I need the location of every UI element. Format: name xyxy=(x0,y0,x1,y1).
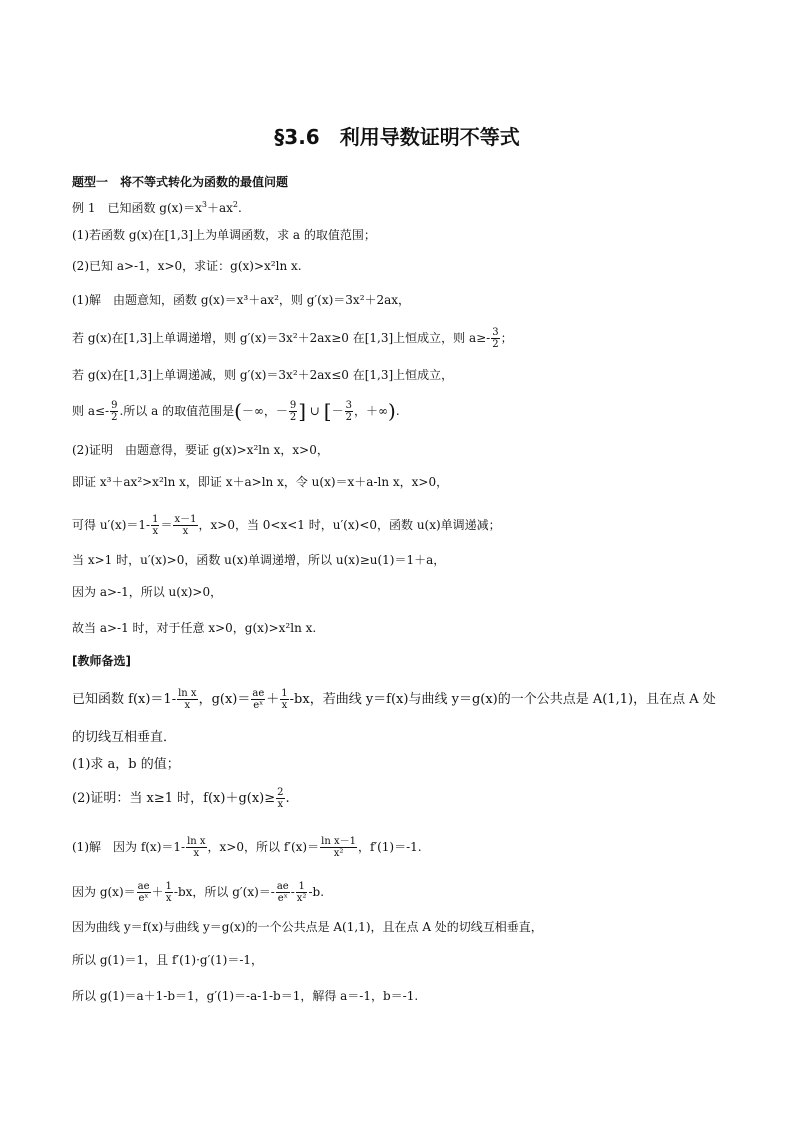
solution-line: (2)证明 由题意得，要证 g(x)>x²ln x，x>0， xyxy=(72,443,329,457)
teacher-solution-line: 所以 g(1)＝a＋1-b＝1，g′(1)＝-a-1-b＝1，解得 a＝-1，b＝-1. xyxy=(72,989,419,1003)
teacher-question-1: (1)求 a，b 的值； xyxy=(72,757,180,772)
fraction: $\frac{1}{x}$ xyxy=(165,881,172,904)
teacher-solution-line: 所以 g(1)＝1，且 f′(1)·g′(1)＝-1， xyxy=(72,953,264,967)
fraction: $\frac{\text{ln x－1}}{\text{x²}}$ xyxy=(321,836,356,859)
teacher-solution-line: (1)解 因为 f(x)＝1- $\frac{\text{ln x}}{x}$ ，x>0，所以 f′(x)＝ $\frac{\text{ln x－1}}{\text{x²}}$ ，f′(1)＝-1. xyxy=(72,836,422,859)
solution-line: 则 a≤- $\frac{9}{2}$ .所以 a 的取值范围是(－∞，－ $\frac{9}{2}$ ] ∪ [－ $\frac{3}{2}$ ，＋∞). xyxy=(72,399,400,423)
teacher-solution-line: 因为 g(x)＝ $\frac{ae}{\text{eˣ}}$ ＋ $\frac{1}{x}$ -bx，所以 g′(x)＝- $\frac{ae}{\text{eˣ}}$ - $\frac{1}{\text{x²}}$ -b. xyxy=(72,881,325,904)
solution-line: 因为 a>-1，所以 u(x)>0， xyxy=(72,585,223,599)
fraction: $\frac{\text{ln x}}{x}$ xyxy=(178,688,197,711)
fraction: $\frac{ae}{\text{eˣ}}$ xyxy=(137,881,150,904)
fraction: $\frac{ae}{\text{eˣ}}$ xyxy=(252,688,265,711)
example-1-statement: 例 1 已知函数 $g(x)=x^3+ax^2$. xyxy=(72,200,242,215)
fraction: $\frac{2}{x}$ xyxy=(277,787,284,810)
fraction: $\frac{3}{2}$ xyxy=(492,327,499,350)
solution-line: 即证 x³＋ax²>x²ln x，即证 x＋a>ln x，令 u(x)＝x＋a-ln x，x>0， xyxy=(72,475,449,489)
solution-line: 故当 a>-1 时，对于任意 x>0，g(x)>x²ln x. xyxy=(72,621,317,635)
fraction: $\frac{1}{x}$ xyxy=(152,514,159,537)
fraction: $\frac{3}{2}$ xyxy=(345,400,352,423)
solution-line: 若 g(x)在[1,3]上单调递减，则 g′(x)＝3x²＋2ax≤0 在[1,3]上恒成立， xyxy=(72,368,454,382)
teacher-note-label: [教师备选] xyxy=(72,654,131,668)
section-heading: 题型一 将不等式转化为函数的最值问题 xyxy=(72,175,289,189)
fraction: $\frac{\text{ln x}}{x}$ xyxy=(187,836,206,859)
fraction: $\frac{9}{2}$ xyxy=(111,400,118,423)
teacher-problem-line: 的切线互相垂直． xyxy=(72,730,177,745)
example-1-question-1: (1)若函数 g(x)在[1,3]上为单调函数，求 a 的取值范围； xyxy=(72,228,376,242)
teacher-question-2: (2)证明：当 x≥1 时，f(x)＋g(x)≥ $\frac{2}{x}$ . xyxy=(72,787,290,810)
fraction: $\frac{1}{x}$ xyxy=(281,688,288,711)
fraction: $\frac{x-1}{x}$ xyxy=(174,514,197,537)
solution-line: 若 g(x)在[1,3]上单调递增，则 g′(x)＝3x²＋2ax≥0 在[1,3]上恒成立，则 a≥- $\frac{3}{2}$ ； xyxy=(72,327,513,350)
example-1-question-2: (2)已知 a>-1，x>0，求证：g(x)>x²ln x. xyxy=(72,259,302,273)
fraction: $\frac{9}{2}$ xyxy=(289,400,297,423)
solution-line: 当 x>1 时，u′(x)>0，函数 u(x)单调递增，所以 u(x)≥u(1)＝1＋a， xyxy=(72,553,446,567)
solution-line: 可得 u′(x)＝1- $\frac{1}{x}$ ＝ $\frac{x-1}{x}$ ，x>0，当 0<x<1 时，u′(x)<0，函数 u(x)单调递减； xyxy=(72,514,501,537)
fraction: $\frac{1}{\text{x²}}$ xyxy=(296,881,307,904)
solution-line: (1)解 由题意知，函数 g(x)＝x³＋ax²，则 g′(x)＝3x²＋2ax， xyxy=(72,293,411,307)
fraction: $\frac{ae}{\text{eˣ}}$ xyxy=(276,881,289,904)
teacher-problem-line: 已知函数 f(x)＝1- $\frac{\text{ln x}}{x}$ ，g(x)＝ $\frac{ae}{\text{eˣ}}$ ＋ $\frac{1}{x}$ -bx，若曲线 y＝f(x)与曲线 y＝g(x)的一个公共点是 A(1,1)，且在点 A 处 xyxy=(72,688,716,711)
page-title: §3.6 利用导数证明不等式 xyxy=(274,125,520,149)
teacher-solution-line: 因为曲线 y＝f(x)与曲线 y＝g(x)的一个公共点是 A(1,1)，且在点 A 处的切线互相垂直， xyxy=(72,920,543,934)
